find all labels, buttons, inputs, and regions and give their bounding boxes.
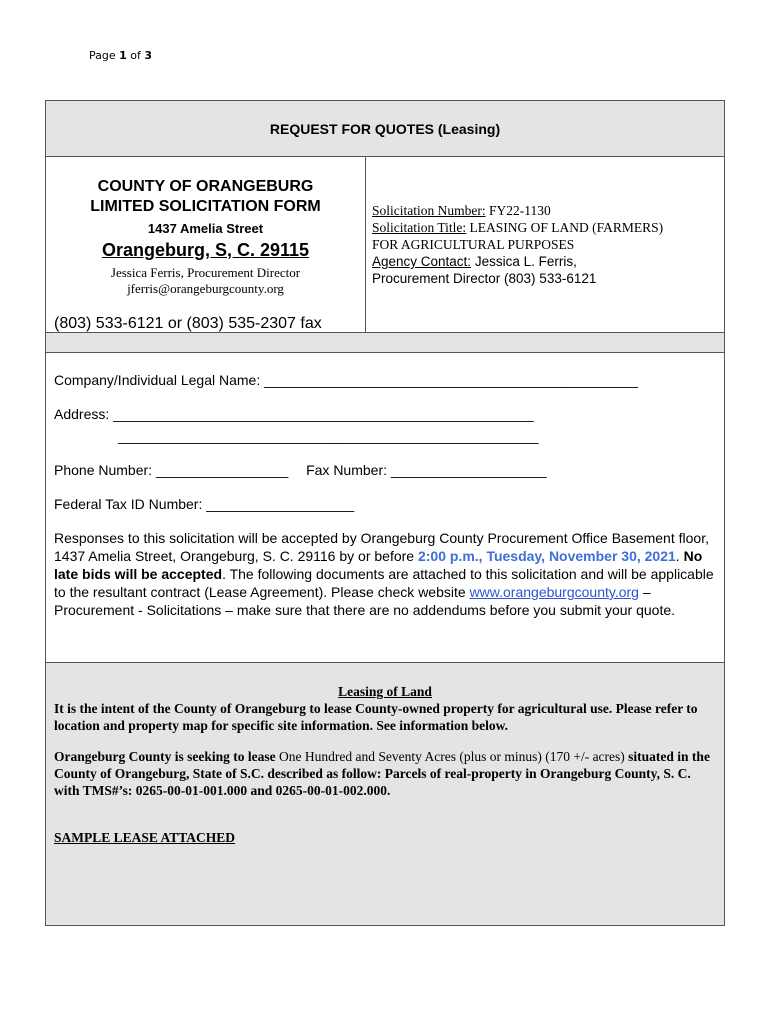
fax-number-field[interactable]: Fax Number: ____________________ <box>306 462 547 478</box>
form-title: REQUEST FOR QUOTES (Leasing) <box>46 101 724 157</box>
deadline-text: 2:00 p.m., Tuesday, November 30, 2021 <box>417 548 676 564</box>
agency-contact-label: Agency Contact: <box>372 254 472 269</box>
website-link[interactable]: www.orangeburgcounty.org <box>469 584 639 600</box>
lease-acres: One Hundred and Seventy Acres (plus or minus) (170 +/- acres) <box>279 749 625 764</box>
lease-intent: It is the intent of the County of Orangeburg to lease County-owned property for agricultural use. Please refer to location and property map for specific site information. See information below. <box>54 701 698 733</box>
vendor-fields <box>46 353 724 663</box>
page-number <box>89 49 152 62</box>
solicitation-number-label: Solicitation Number: <box>372 203 486 218</box>
solicitation-title-label: Solicitation Title: <box>372 220 467 235</box>
response-text-1: Responses to this solicitation will be accepted by Orangeburg County Procurement Office Basement floor, 1437 Amelia Street, Orangeburg, S. C. 29116 by or before <box>54 530 709 564</box>
lease-seek-text-1: Orangeburg County is seeking to lease <box>54 749 280 764</box>
response-instructions <box>54 529 716 619</box>
director-email: jferris@orangeburgcounty.org <box>127 281 284 296</box>
county-name <box>46 177 365 217</box>
county-line2: LIMITED SOLICITATION FORM <box>90 198 321 215</box>
response-period: . <box>675 548 684 564</box>
form-header <box>46 157 724 333</box>
county-info <box>46 157 366 333</box>
lease-description <box>54 748 716 799</box>
agency-contact-value2: Procurement Director (803) 533-6121 <box>372 271 597 286</box>
address-field[interactable]: Address: ______________________________________________________ <box>54 406 534 422</box>
solicitation-title-value: LEASING OF LAND (FARMERS) <box>466 220 664 235</box>
response-text-2: . The following documents are attached to this solicitation and will be applicable to the resultant contract (Lease Agreement). Please check website <box>54 566 714 600</box>
solicitation-title <box>372 219 663 236</box>
company-name-field[interactable]: Company/Individual Legal Name: ________________________________________________ <box>54 372 638 388</box>
agency-contact-value: Jessica L. Ferris, <box>471 254 577 269</box>
agency-contact <box>372 253 663 270</box>
phone-fax-row <box>54 461 716 479</box>
lease-section <box>46 663 724 925</box>
page-current: 1 <box>119 49 127 62</box>
no-late-bids-text: No late bids will be accepted <box>54 548 703 582</box>
response-text-3: – Procurement - Solicitations – make sure that there are no addendums before you submit your quote. <box>54 584 676 618</box>
solicitation-number <box>372 202 663 219</box>
phone-number-field[interactable]: Phone Number: _________________ <box>54 462 289 478</box>
director-name: Jessica Ferris, Procurement Director <box>110 265 301 280</box>
phone-fax: (803) 533-6121 or (803) 535-2307 fax <box>54 315 322 332</box>
solicitation-title-value2: FOR AGRICULTURAL PURPOSES <box>372 237 575 252</box>
page-of: of <box>130 49 141 62</box>
sample-lease-note: SAMPLE LEASE ATTACHED <box>54 830 236 845</box>
page-total: 3 <box>144 49 153 62</box>
solicitation-number-value: FY22-1130 <box>485 203 551 218</box>
address-field-line2[interactable]: ______________________________________________________ <box>118 428 539 444</box>
lease-title: Leasing of Land <box>338 684 432 699</box>
county-street: 1437 Amelia Street <box>147 221 264 236</box>
solicitation-details <box>372 202 663 287</box>
tax-id-field[interactable]: Federal Tax ID Number: ___________________ <box>54 496 355 512</box>
county-city: Orangeburg, S, C. 29115 <box>101 240 310 260</box>
page-label: Page <box>89 49 116 62</box>
lease-seek-text-2: situated in the County of Orangeburg, State of S.C. described as follow: Parcels of real-property in Orangeburg County, S. C. with TMS#’s: 0265-00-01-001.000 and 0265-00-01-002.000. <box>54 749 710 798</box>
separator-band <box>46 333 724 353</box>
solicitation-form <box>45 100 725 926</box>
county-line1: COUNTY OF ORANGEBURG <box>97 178 314 195</box>
